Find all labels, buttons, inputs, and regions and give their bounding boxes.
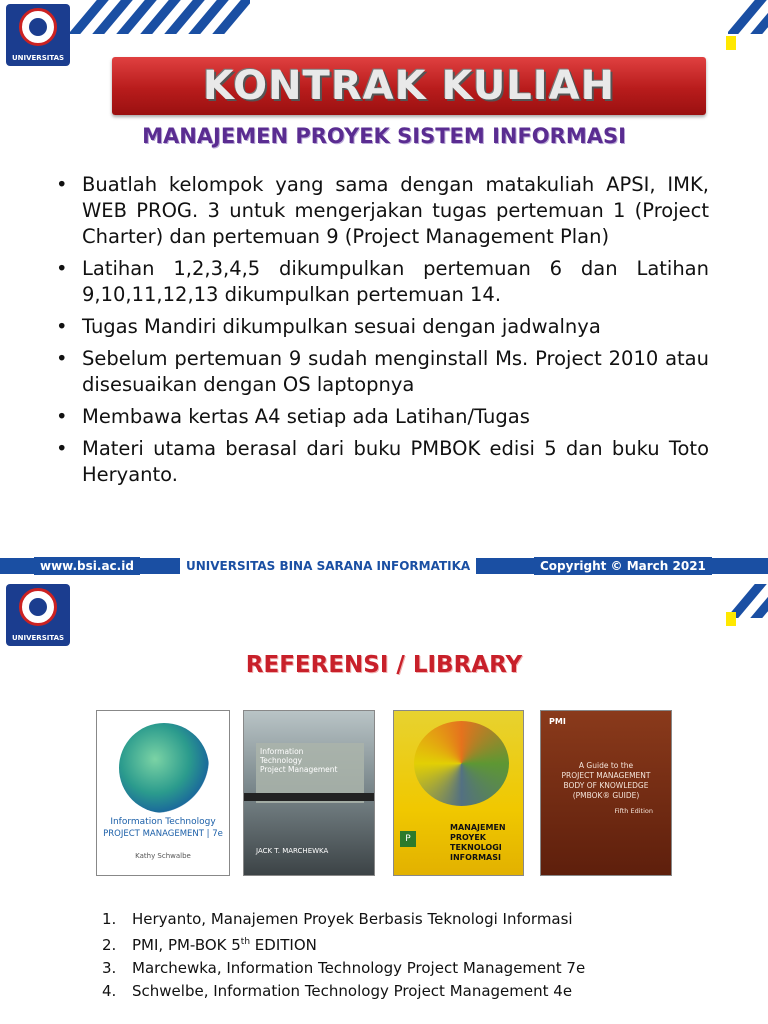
header-stripes-left: [60, 0, 250, 34]
bullet-item: • Latihan 1,2,3,4,5 dikumpulkan pertemuan 6 dan Latihan 9,10,11,12,13 dikumpulkan pertemuan 14.: [56, 256, 709, 308]
header-stripes-right: [728, 0, 768, 34]
reference-item: [102, 957, 585, 980]
book-cover-pmbok: [540, 710, 672, 876]
book-title-line: INFORMASI: [450, 853, 501, 862]
slide-referensi: [0, 584, 768, 1024]
reference-number: 4.: [102, 982, 117, 1000]
logo-text: UNIVERSITAS: [11, 54, 65, 62]
reference-item: [102, 931, 585, 957]
university-emblem-icon: [19, 8, 57, 46]
globe-graphic: [119, 723, 209, 813]
logo-text: UNIVERSITAS: [11, 634, 65, 642]
footer-university: UNIVERSITAS BINA SARANA INFORMATIKA: [180, 557, 476, 575]
book-title-line: PROJECT MANAGEMENT: [561, 771, 651, 780]
book-author: Kathy Schwalbe: [135, 852, 191, 860]
book-title-line: TEKNOLOGI: [450, 843, 502, 852]
reference-list: [102, 908, 585, 1003]
book-title-line: BODY OF KNOWLEDGE: [563, 781, 649, 790]
book-subtitle: PROJECT MANAGEMENT | 7e: [103, 829, 223, 839]
bullet-item: • Materi utama berasal dari buku PMBOK edisi 5 dan buku Toto Heryanto.: [56, 436, 709, 488]
cover-band: [244, 793, 374, 801]
book-title-line: Information: [260, 747, 304, 756]
slide-footer: [0, 548, 768, 584]
bullet-item: • Buatlah kelompok yang sama dengan matakuliah APSI, IMK, WEB PROG. 3 untuk mengerjakan tugas pertemuan 1 (Project Charter) dan pertemuan 9 (Project Management Plan): [56, 172, 709, 250]
reference-text: Schwelbe, Information Technology Project Management 4e: [132, 982, 573, 1000]
slide-title: KONTRAK KULIAH: [202, 63, 616, 109]
reference-text: Heryanto, Manajemen Proyek Berbasis Teknologi Informasi: [132, 910, 573, 928]
university-logo: [6, 584, 70, 646]
book-cover-schwalbe: [96, 710, 230, 876]
footer-url: www.bsi.ac.id: [34, 557, 140, 575]
book-title-line: A Guide to the: [578, 761, 634, 770]
book-title-line: Technology: [260, 756, 303, 765]
reference-number: 2.: [102, 936, 117, 954]
book-title-line: PROYEK: [450, 833, 486, 842]
book-title-line: MANAJEMEN: [450, 823, 506, 832]
reference-number: 1.: [102, 910, 117, 928]
bullet-item: • Membawa kertas A4 setiap ada Latihan/Tugas: [56, 404, 709, 430]
book-title: [260, 747, 337, 774]
reference-item: [102, 908, 585, 931]
pmi-logo: PMI: [549, 717, 566, 726]
reference-item: [102, 980, 585, 1003]
book-cover-marchewka: [243, 710, 375, 876]
slide-title: REFERENSI / LIBRARY: [245, 652, 523, 678]
book-title-line: Project Management: [260, 765, 338, 774]
slide-subtitle: MANAJEMEN PROYEK SISTEM INFORMASI: [142, 124, 626, 148]
yellow-marker: [726, 612, 736, 626]
reference-number: 3.: [102, 959, 117, 977]
book-author: JACK T. MARCHEWKA: [256, 847, 329, 855]
title-banner: [112, 57, 706, 115]
bullet-list: [56, 172, 709, 494]
reference-text-after: EDITION: [250, 936, 317, 954]
book-cover-heryanto: [393, 710, 524, 876]
book-title: Information Technology: [110, 817, 216, 827]
bullet-item: • Tugas Mandiri dikumpulkan sesuai dengan jadwalnya: [56, 314, 709, 340]
book-title: [541, 761, 671, 801]
reference-text: Marchewka, Information Technology Project Management 7e: [132, 959, 586, 977]
university-logo: [6, 4, 70, 66]
project-badge-icon: P: [400, 831, 416, 847]
reference-text: PMI, PM-BOK 5: [132, 936, 241, 954]
book-title-line: (PMBOK® GUIDE): [572, 791, 640, 800]
footer-copyright: Copyright © March 2021: [534, 557, 712, 575]
book-title: [450, 823, 506, 863]
book-edition: Fifth Edition: [614, 807, 653, 815]
yellow-marker: [726, 36, 736, 50]
reference-superscript: th: [240, 937, 251, 947]
university-emblem-icon: [19, 588, 57, 626]
bullet-item: • Sebelum pertemuan 9 sudah menginstall Ms. Project 2010 atau disesuaikan dengan OS laptopnya: [56, 346, 709, 398]
development-graphic: [414, 721, 509, 806]
